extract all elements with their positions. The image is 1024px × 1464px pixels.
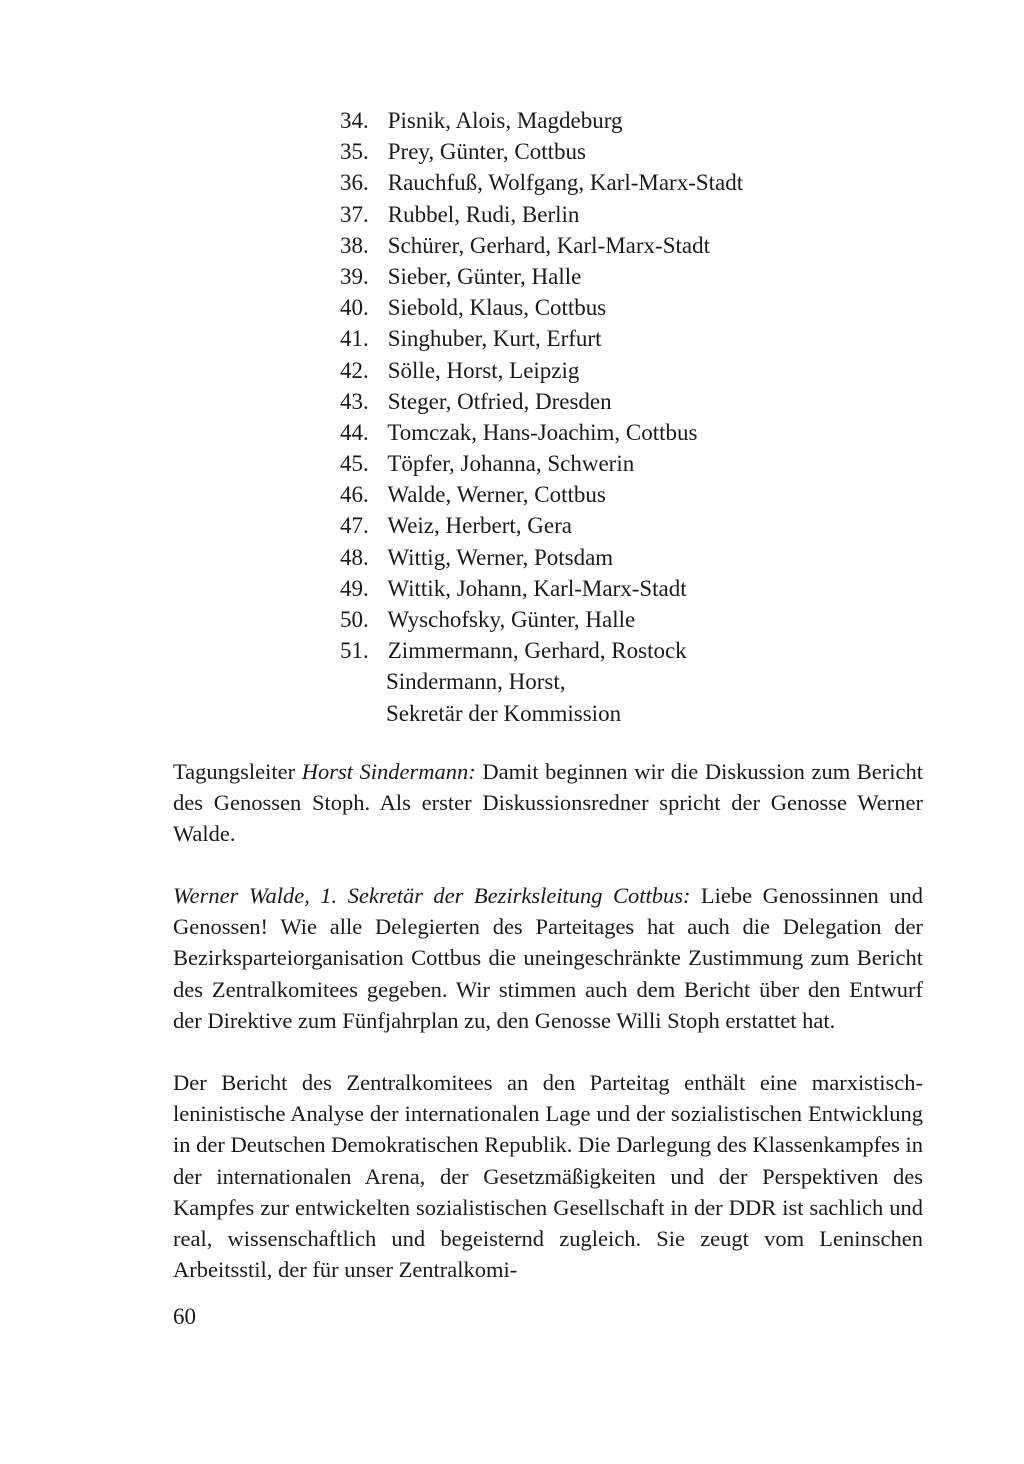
member-name: Walde, Werner, Cottbus	[387, 482, 606, 508]
commission-member-list	[340, 105, 840, 666]
member-list-item	[340, 573, 840, 604]
member-name: Wittik, Johann, Karl-Marx-Stadt	[387, 575, 687, 601]
member-number: 43.	[340, 388, 369, 414]
member-name: Tomczak, Hans-Joachim, Cottbus	[387, 419, 698, 445]
member-list-item	[340, 323, 840, 354]
signature-block	[386, 666, 786, 729]
member-number: 49.	[340, 575, 369, 601]
member-list-item	[340, 167, 840, 198]
paragraph-chair-announcement	[173, 756, 923, 850]
member-number: 47.	[340, 513, 369, 539]
member-number: 35.	[340, 139, 369, 165]
member-number: 48.	[340, 544, 369, 570]
member-list-item	[340, 261, 840, 292]
signature-name: Sindermann, Horst,	[386, 669, 566, 694]
member-name: Rubbel, Rudi, Berlin	[387, 201, 580, 227]
paragraph-text: Damit beginnen wir die Diskussion zum Bericht des Genossen Stoph. Als erster Diskussionsredner spricht der Genosse Werner Walde.	[173, 759, 923, 847]
paragraph-prefix: Tagungsleiter	[173, 759, 302, 784]
speaker-name: Werner Walde, 1. Sekretär der Bezirksleitung Cottbus:	[173, 883, 691, 908]
member-name: Rauchfuß, Wolfgang, Karl-Marx-Stadt	[387, 170, 744, 196]
paragraph-text: Liebe Genossinnen und Genossen! Wie alle Delegierten des Parteitages hat auch die Delegation der Bezirksparteiorganisation Cottbus die uneingeschränkte Zustimmung zum Bericht des Zentralkomitees gegeben. Wir stimmen auch dem Bericht über den Entwurf der Direktive zum Fünfjahrplan zu, den Genosse Willi Stoph erstattet hat.	[173, 883, 923, 1033]
member-number: 45.	[340, 451, 369, 477]
member-name: Sölle, Horst, Leipzig	[387, 357, 580, 383]
member-number: 38.	[340, 232, 369, 258]
member-list-item	[340, 105, 840, 136]
speaker-name: Horst Sindermann:	[301, 759, 476, 784]
member-number: 51.	[340, 638, 369, 664]
member-list-item	[340, 230, 840, 261]
member-list-item	[340, 136, 840, 167]
member-name: Prey, Günter, Cottbus	[387, 139, 586, 165]
member-name: Schürer, Gerhard, Karl-Marx-Stadt	[387, 232, 710, 258]
paragraph-text: Der Bericht des Zentralkomitees an den Parteitag enthält eine marxistisch-leninistische Analyse der internationalen Lage und der sozialistischen Entwicklung in der Deutschen Demokratischen Republik. Die Darlegung des Klassenkampfes in der internationalen Arena, der Gesetzmäßigkeiten und der Perspektiven des Kampfes zur entwickelten sozialistischen Gesellschaft in der DDR ist sachlich und real, wissenschaftlich und begeisternd zugleich. Sie zeugt vom Leninschen Arbeitsstil, der für unser Zentralkomi-	[173, 1070, 923, 1283]
member-list-item	[340, 479, 840, 510]
member-list-item	[340, 448, 840, 479]
member-name: Wyschofsky, Günter, Halle	[387, 607, 636, 632]
member-number: 34.	[340, 108, 369, 133]
member-name: Zimmermann, Gerhard, Rostock	[387, 638, 687, 664]
member-name: Wittig, Werner, Potsdam	[387, 544, 614, 570]
member-number: 41.	[340, 326, 369, 352]
member-list-item	[340, 635, 840, 666]
member-list-item	[340, 386, 840, 417]
member-list-item	[340, 292, 840, 323]
member-list-item	[340, 355, 840, 386]
member-list-item	[340, 542, 840, 573]
member-name: Weiz, Herbert, Gera	[387, 513, 572, 539]
member-number: 46.	[340, 482, 369, 508]
paragraph-report-analysis	[173, 1067, 923, 1285]
member-name: Siebold, Klaus, Cottbus	[387, 295, 607, 321]
member-number: 36.	[340, 170, 369, 196]
page-number: 60	[173, 1304, 196, 1329]
member-name: Sieber, Günter, Halle	[387, 263, 582, 289]
member-list-item	[340, 199, 840, 230]
member-list-item	[340, 604, 840, 635]
member-number: 40.	[340, 295, 369, 321]
member-number: 42.	[340, 357, 369, 383]
member-number: 44.	[340, 419, 369, 445]
member-number: 39.	[340, 263, 369, 289]
signature-role: Sekretär der Kommission	[386, 700, 622, 726]
member-name: Steger, Otfried, Dresden	[387, 388, 612, 414]
member-list-item	[340, 417, 840, 448]
member-number: 50.	[340, 607, 369, 632]
paragraph-walde-speech	[173, 880, 923, 1036]
member-name: Pisnik, Alois, Magdeburg	[387, 108, 623, 133]
member-number: 37.	[340, 201, 369, 227]
member-name: Töpfer, Johanna, Schwerin	[387, 451, 635, 477]
member-list-item	[340, 510, 840, 541]
member-name: Singhuber, Kurt, Erfurt	[387, 326, 602, 352]
